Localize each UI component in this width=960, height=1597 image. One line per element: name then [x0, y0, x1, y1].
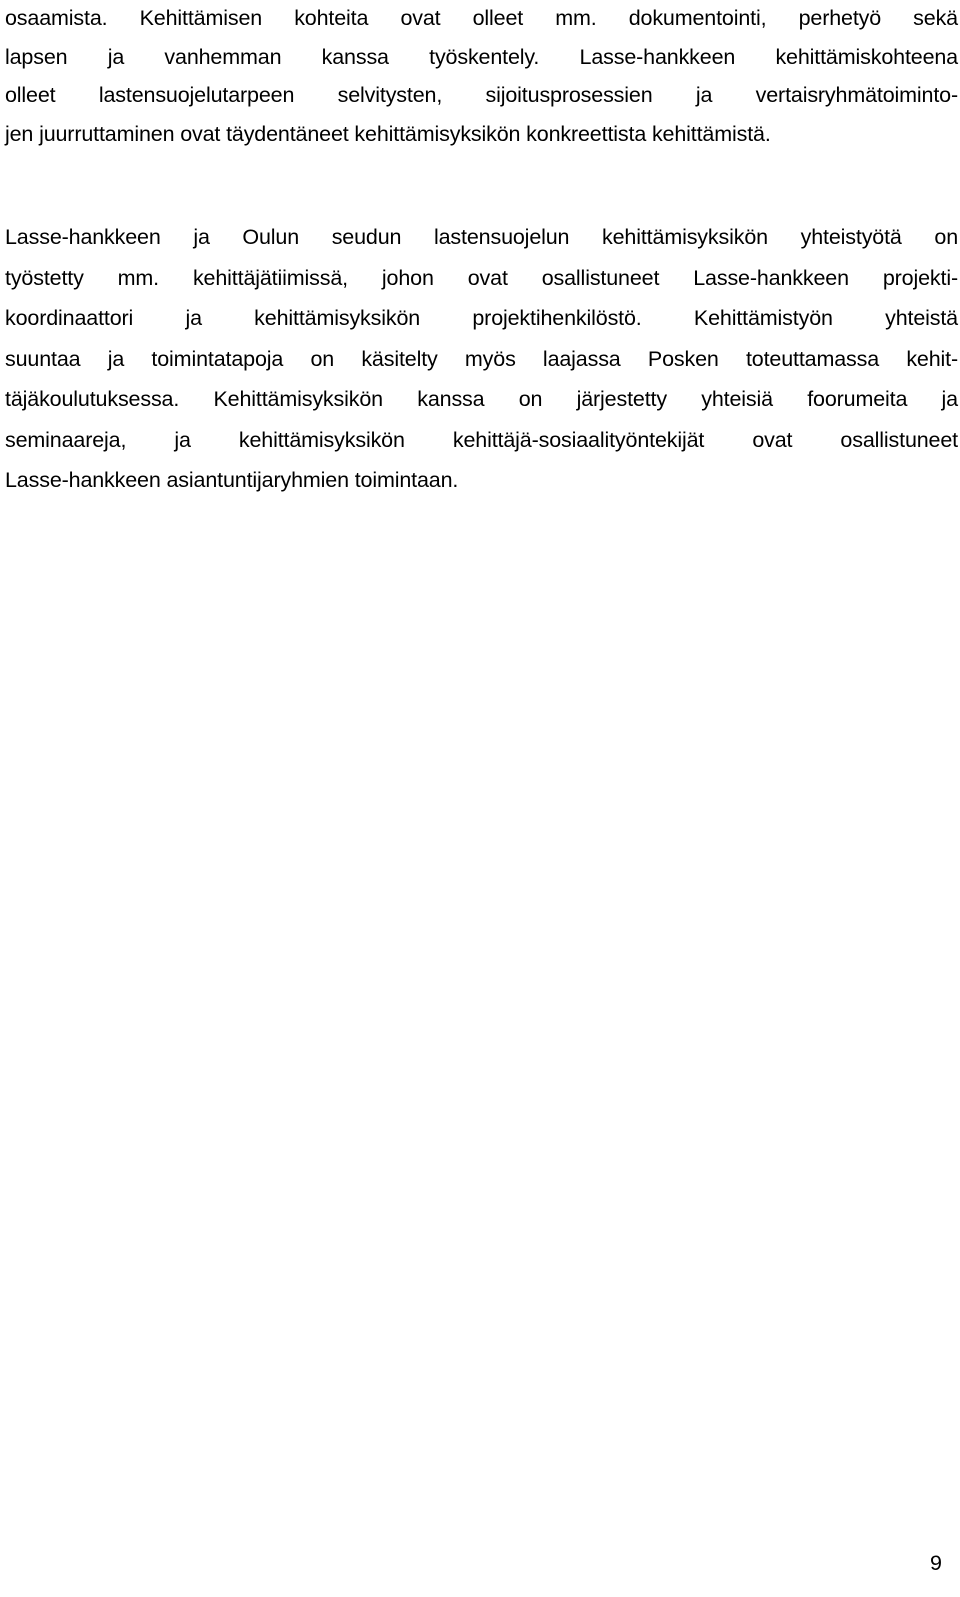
paragraph-line: Lasse-hankkeen ja Oulun seudun lastensuojelun kehittämisyksikön yhteistyötä on [5, 225, 958, 249]
paragraph-line: olleet lastensuojelutarpeen selvitysten, sijoitusprosessien ja vertaisryhmätoiminto- [5, 83, 958, 107]
paragraph-line: lapsen ja vanhemman kanssa työskentely. Lasse-hankkeen kehittämiskohteena [5, 44, 958, 69]
paragraph-2 [5, 217, 958, 501]
paragraph-line: täjäkoulutuksessa. Kehittämisyksikön kanssa on järjestetty yhteisiä foorumeita ja [5, 387, 958, 411]
page-number: 9 [930, 1551, 942, 1575]
paragraph-line: työstetty mm. kehittäjätiimissä, johon ovat osallistuneet Lasse-hankkeen projekti- [5, 265, 958, 290]
paragraph-line: osaamista. Kehittämisen kohteita ovat olleet mm. dokumentointi, perhetyö sekä [5, 6, 958, 30]
paragraph-line: seminaareja, ja kehittämisyksikön kehittäjä-sosiaalityöntekijät ovat osallistuneet [5, 427, 958, 452]
paragraph-line: koordinaattori ja kehittämisyksikön projektihenkilöstö. Kehittämistyön yhteistä [5, 306, 958, 330]
paragraph-1 [5, 0, 958, 153]
paragraph-line: Lasse-hankkeen asiantuntijaryhmien toimintaan. [5, 468, 459, 492]
paragraph-line: suuntaa ja toimintatapoja on käsitelty myös laajassa Posken toteuttamassa kehit- [5, 346, 958, 371]
paragraph-line: jen juurruttaminen ovat täydentäneet kehittämisyksikön konkreettista kehittämistä. [5, 121, 771, 146]
